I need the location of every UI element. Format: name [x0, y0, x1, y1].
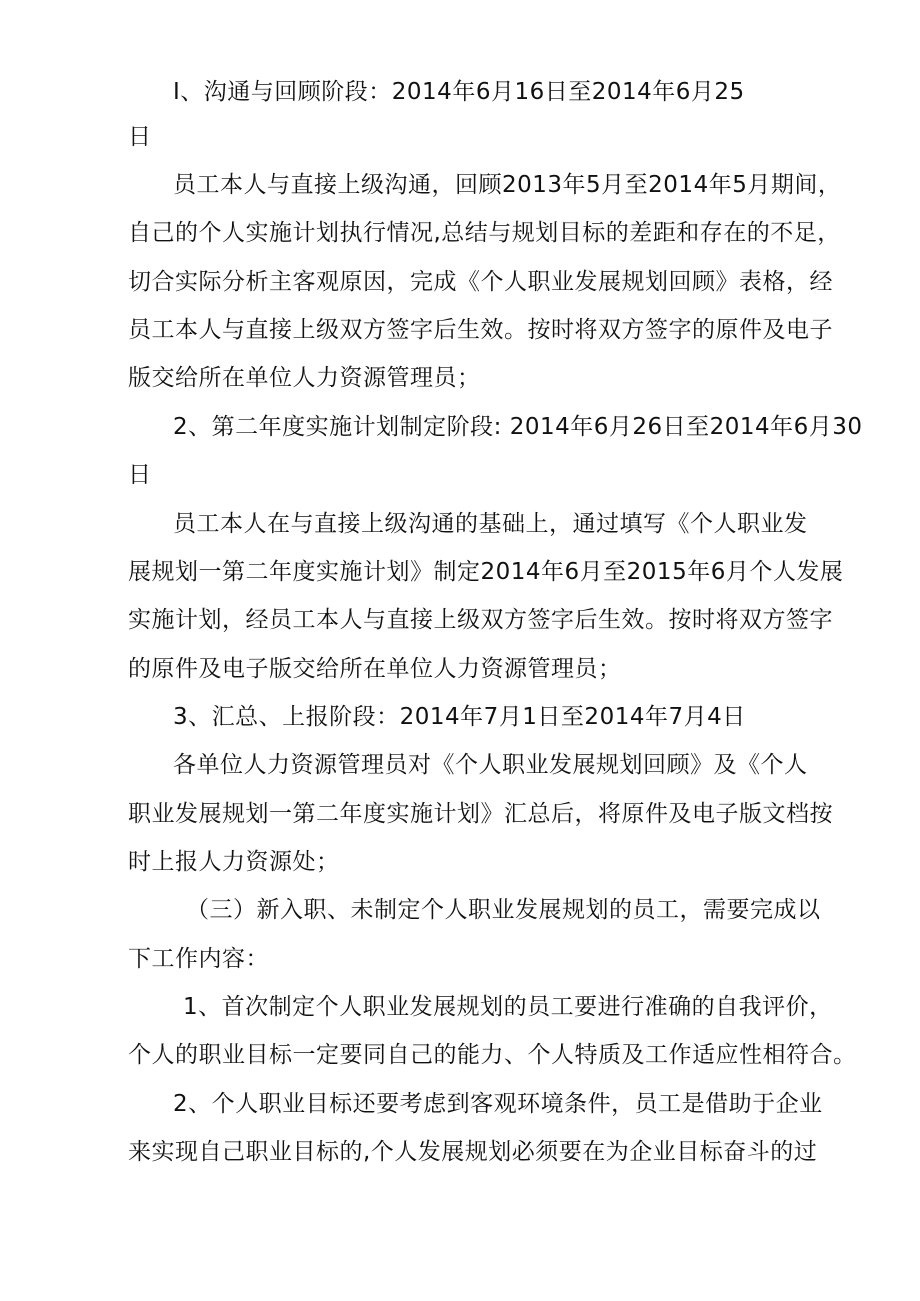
text-line: 版交给所在单位人力资源管理员； — [128, 365, 481, 391]
text-line: 日 — [128, 124, 152, 150]
text-line: 2、第二年度实施计划制定阶段: 2014年6月26日至2014年6月30 — [173, 414, 863, 440]
text-line: 的原件及电子版交给所在单位人力资源管理员； — [128, 656, 622, 682]
text-line: 员工本人与直接上级沟通，回顾2013年5月至2014年5月期间， — [173, 172, 842, 198]
text-line: 展规划一第二年度实施计划》制定2014年6月至2015年6月个人发展 — [128, 559, 844, 585]
text-line: 来实现自己职业目标的,个人发展规划必须要在为企业目标奋斗的过 — [128, 1139, 818, 1165]
text-line: 自己的个人实施计划执行情况,总结与规划目标的差距和存在的不足， — [128, 220, 841, 246]
text-line: 职业发展规划一第二年度实施计划》汇总后，将原件及电子版文档按 — [128, 801, 833, 827]
text-line: 时上报人力资源处； — [128, 849, 340, 875]
text-line: （三）新入职、未制定个人职业发展规划的员工，需要完成以 — [186, 897, 821, 923]
text-line: 2、个人职业目标还要考虑到客观环境条件，员工是借助于企业 — [173, 1091, 823, 1117]
text-line: 3、汇总、上报阶段：2014年7月1日至2014年7月4日 — [173, 704, 746, 730]
text-line: 实施计划，经员工本人与直接上级双方签字后生效。按时将双方签字 — [128, 607, 833, 633]
text-line: I、沟通与回顾阶段：2014年6月16日至2014年6月25 — [173, 79, 745, 105]
text-line: 个人的职业目标一定要同自己的能力、个人特质及工作适应性相符合。 — [128, 1042, 857, 1068]
text-line: 切合实际分析主客观原因，完成《个人职业发展规划回顾》表格，经 — [128, 269, 833, 295]
text-line: 员工本人与直接上级双方签字后生效。按时将双方签字的原件及电子 — [128, 317, 833, 343]
text-line: 员工本人在与直接上级沟通的基础上，通过填写《个人职业发 — [173, 511, 808, 537]
text-line: 下工作内容： — [128, 946, 269, 972]
text-line: 1、首次制定个人职业发展规划的员工要进行准确的自我评价， — [183, 994, 833, 1020]
text-line: 日 — [128, 462, 152, 488]
text-line: 各单位人力资源管理员对《个人职业发展规划回顾》及《个人 — [173, 752, 808, 778]
